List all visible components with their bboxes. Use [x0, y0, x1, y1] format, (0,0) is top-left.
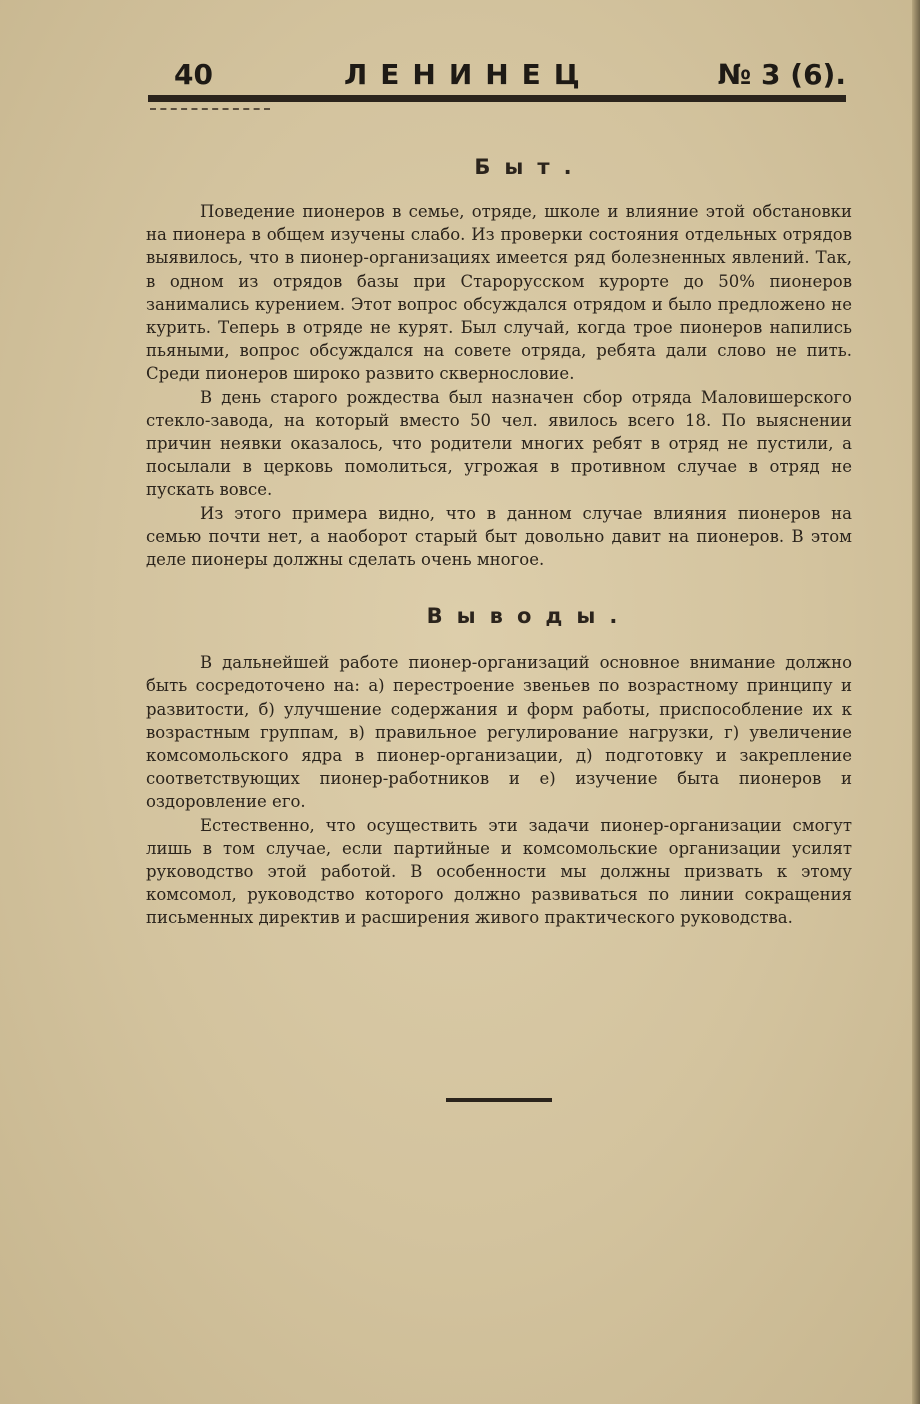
page-edge	[912, 0, 920, 1404]
issue-number: № 3 (6).	[717, 58, 846, 91]
end-rule	[446, 1098, 552, 1102]
section-title-byt: Быт.	[474, 155, 586, 179]
section-title-vyvody: Выводы.	[426, 604, 632, 629]
page-number: 40	[174, 58, 213, 91]
spacer	[146, 633, 852, 651]
paragraph: В дальнейшей работе пионер-организаций основное внимание должно быть сосредоточено на: а) перестроение звеньев по возрастному принципу и развитости, б) улучшение содержания и форм работы, приспособление их к возрастным группам, в) правильное регулирование нагрузки, г) увеличение комсомольского ядра в пионер-организации, д) подготовку и закрепление соответствующих пионер-работников и е) изучение быта пионеров и оздоровление его.	[146, 653, 852, 812]
paragraph: Естественно, что осуществить эти задачи пионер-организации смогут лишь в том случае, если партийные и комсомольские организации усилят руководство этой работой. В особенности мы должны призвать к этому комсомол, руководство которого должно развиваться по линии сокращения письменных директив и расширения живого практического руководства.	[146, 815, 852, 928]
header-rule	[148, 95, 846, 102]
spacer	[146, 184, 852, 200]
header-rule-dashed	[150, 108, 270, 111]
article-body	[146, 150, 852, 930]
paragraph: Из этого примера видно, что в данном случае влияния пионеров на семью почти нет, а наоборот старый быт довольно давит на пионеров. В этом деле пионеры должны сделать очень многое.	[146, 503, 852, 570]
spacer	[146, 571, 852, 599]
paragraph: Поведение пионеров в семье, отряде, школе и влияние этой обстановки на пионера в общем изучены слабо. Из проверки состояния отдельных отрядов выявилось, что в пионер-организациях имеется ряд болезненных явлений. Так, в одном из отрядов базы при Старорусском курорте до 50% пионеров занимались курением. Этот вопрос обсуждался отрядом и было предложено не курить. Теперь в отряде не курят. Был случай, когда трое пионеров напились пьяными, вопрос обсуждался на совете отряда, ребята дали слово не пить. Среди пионеров широко развито сквернословие.	[146, 202, 852, 384]
paragraph: В день старого рождества был назначен сбор отряда Маловишерского стекло-завода, на который вместо 50 чел. явилось всего 18. По выяснении причин неявки оказалось, что родители многих ребят в отряд не пустили, а посылали в церковь помолиться, угрожая в противном случае в отряд не пускать вовсе.	[146, 387, 852, 500]
page-header	[170, 58, 848, 98]
journal-title: ЛЕНИНЕЦ	[344, 58, 593, 91]
